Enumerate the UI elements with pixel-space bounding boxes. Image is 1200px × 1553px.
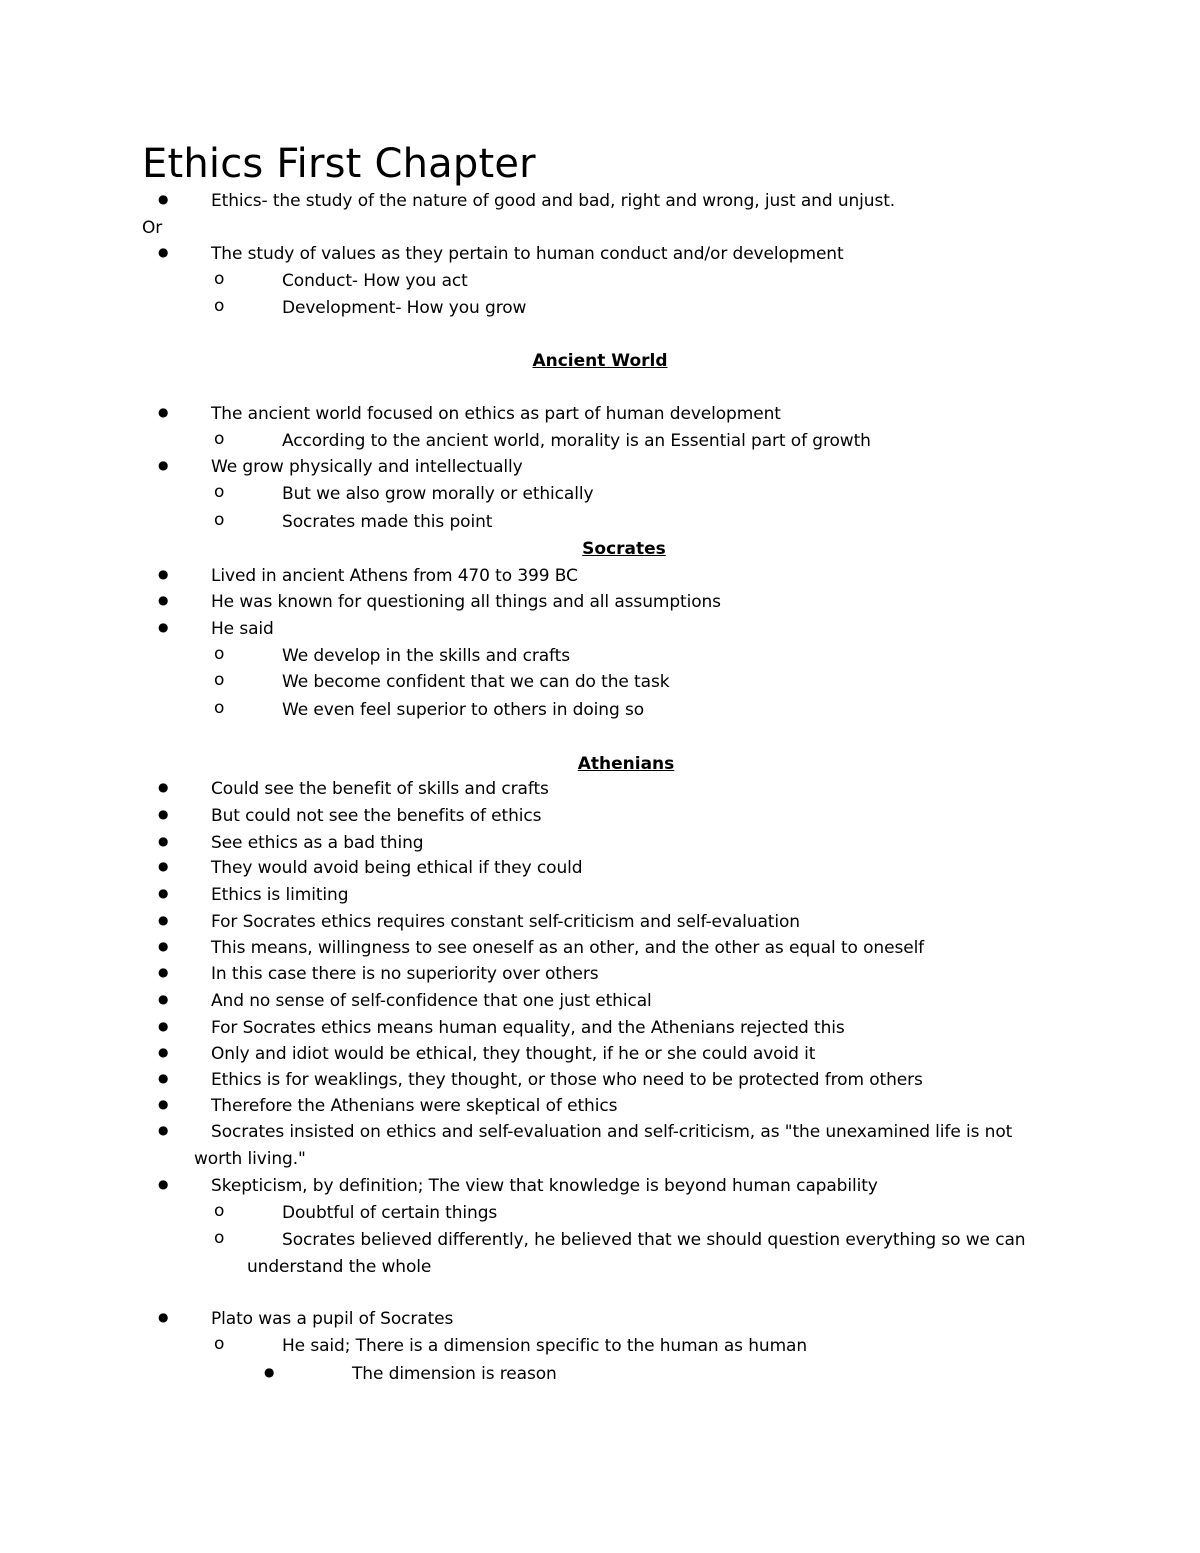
bullet-icon: ● [264,1365,275,1379]
list-item: Ethics is limiting [211,885,349,905]
section-heading: Athenians [577,754,675,774]
sub-bullet-icon: o [214,296,225,316]
list-item: Only and idiot would be ethical, they thought, if he or she could avoid it [211,1044,816,1064]
bullet-icon: ● [158,567,169,581]
bullet-icon: ● [158,886,169,900]
list-item: See ethics as a bad thing [211,833,424,853]
list-item: But we also grow morally or ethically [282,484,594,504]
bullet-icon: ● [158,1071,169,1085]
bullet-icon: ● [158,780,169,794]
bullet-icon: ● [158,1123,169,1137]
list-item: Socrates believed differently, he believed that we should question everything so we can [282,1230,1026,1250]
list-item: Could see the benefit of skills and crafts [211,779,549,799]
bullet-icon: ● [158,913,169,927]
sub-bullet-icon: o [214,429,225,449]
sub-bullet-icon: o [214,1228,225,1248]
list-item: They would avoid being ethical if they could [211,858,583,878]
list-item: The dimension is reason [352,1364,557,1384]
list-item: For Socrates ethics means human equality, and the Athenians rejected this [211,1018,845,1038]
list-item-continuation: understand the whole [247,1257,432,1277]
bullet-icon: ● [158,807,169,821]
sub-bullet-icon: o [214,1201,225,1221]
list-item: The study of values as they pertain to human conduct and/or development [211,244,844,264]
list-item: We become confident that we can do the task [282,672,670,692]
bullet-icon: ● [158,1097,169,1111]
list-item: Conduct- How you act [282,271,468,291]
list-item: He said [211,619,274,639]
list-item: He was known for questioning all things and all assumptions [211,592,721,612]
list-item: We even feel superior to others in doing so [282,700,645,720]
bullet-icon: ● [158,834,169,848]
bullet-icon: ● [158,620,169,634]
sub-bullet-icon: o [214,698,225,718]
sub-bullet-icon: o [214,644,225,664]
list-item: We develop in the skills and crafts [282,646,570,666]
bullet-icon: ● [158,1177,169,1191]
list-item: Plato was a pupil of Socrates [211,1309,454,1329]
sub-bullet-icon: o [214,482,225,502]
list-item: In this case there is no superiority over others [211,964,599,984]
bullet-icon: ● [158,458,169,472]
list-item: But could not see the benefits of ethics [211,806,542,826]
bullet-icon: ● [158,1019,169,1033]
bullet-icon: ● [158,245,169,259]
bullet-icon: ● [158,939,169,953]
bullet-icon: ● [158,1310,169,1324]
list-item: And no sense of self-confidence that one just ethical [211,991,652,1011]
list-item: Socrates insisted on ethics and self-evaluation and self-criticism, as "the unexamined life is not [211,1122,1013,1142]
list-item: He said; There is a dimension specific to the human as human [282,1336,808,1356]
list-item: We grow physically and intellectually [211,457,523,477]
bullet-icon: ● [158,593,169,607]
connector-text: Or [142,218,163,238]
bullet-icon: ● [158,992,169,1006]
sub-bullet-icon: o [214,510,225,530]
bullet-icon: ● [158,1045,169,1059]
list-item: Skepticism, by definition; The view that knowledge is beyond human capability [211,1176,878,1196]
section-heading: Socrates [582,539,666,559]
document-title: Ethics First Chapter [142,141,536,187]
list-item-continuation: worth living." [194,1149,306,1169]
list-item: Therefore the Athenians were skeptical of ethics [211,1096,618,1116]
list-item: The ancient world focused on ethics as part of human development [211,404,781,424]
list-item: Development- How you grow [282,298,527,318]
bullet-icon: ● [158,965,169,979]
sub-bullet-icon: o [214,1334,225,1354]
list-item: Doubtful of certain things [282,1203,498,1223]
sub-bullet-icon: o [214,670,225,690]
list-item: For Socrates ethics requires constant self-criticism and self-evaluation [211,912,800,932]
list-item: Ethics is for weaklings, they thought, or those who need to be protected from others [211,1070,923,1090]
list-item: This means, willingness to see oneself as an other, and the other as equal to oneself [211,938,925,958]
list-item: According to the ancient world, morality is an Essential part of growth [282,431,871,451]
bullet-icon: ● [158,192,169,206]
list-item: Socrates made this point [282,512,493,532]
section-heading: Ancient World [532,351,668,371]
list-item: Lived in ancient Athens from 470 to 399 BC [211,566,578,586]
bullet-icon: ● [158,405,169,419]
sub-bullet-icon: o [214,269,225,289]
list-item: Ethics- the study of the nature of good and bad, right and wrong, just and unjust. [211,191,896,211]
bullet-icon: ● [158,859,169,873]
